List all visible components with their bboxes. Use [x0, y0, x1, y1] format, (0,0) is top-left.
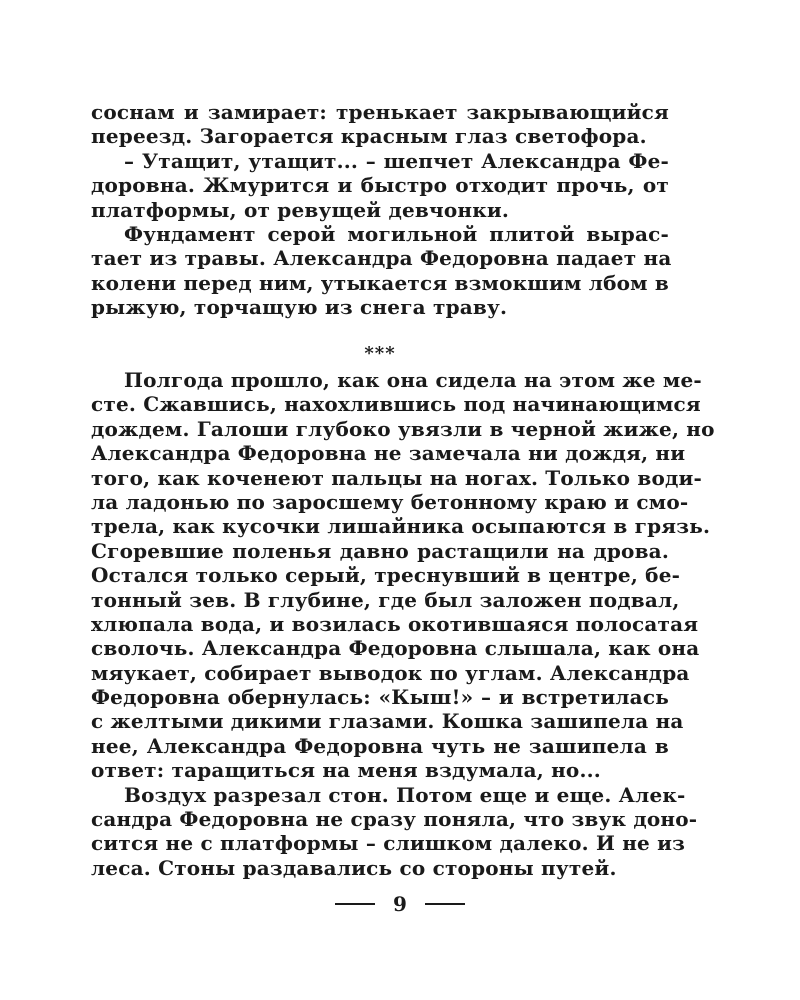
text-line: сандра Федоровна не сразу поняла, что звук доно- — [91, 807, 698, 832]
folio-rule-right — [425, 903, 465, 905]
text-line: тонный зев. В глубине, где был заложен подвал, — [91, 587, 680, 612]
text-line: – Утащит, утащит... – шепчет Александра Фе- — [124, 148, 669, 173]
text-section-1 — [91, 100, 672, 320]
text-section-2 — [91, 368, 715, 880]
text-line: Остался только серый, треснувший в центре, бе- — [91, 563, 681, 588]
text-line: колени перед ним, утыкается взмокшим лбом в — [91, 270, 669, 295]
text-line: платформы, от ревущей девчонки. — [91, 197, 510, 222]
section-separator: *** — [364, 343, 396, 364]
text-line: Фундамент серой могильной плитой вырас- — [124, 221, 669, 246]
text-line: доровна. Жмурится и быстро отходит прочь, от — [91, 173, 669, 198]
folio-rule-left — [335, 903, 375, 905]
text-line: нее, Александра Федоровна чуть не зашипела в — [91, 733, 669, 758]
text-line: ответ: таращиться на меня вздумала, но... — [91, 758, 601, 783]
text-line: мяукает, собирает выводок по углам. Александра — [91, 660, 690, 685]
text-line: сволочь. Александра Федоровна слышала, как она — [91, 636, 700, 661]
text-line: Александра Федоровна не замечала ни дождя, ни — [91, 441, 686, 466]
text-line: рыжую, торчащую из снега траву. — [91, 295, 508, 320]
text-line: того, как коченеют пальцы на ногах. Только води- — [91, 465, 703, 490]
text-line: дождем. Галоши глубоко увязли в черной жиже, но — [91, 416, 715, 441]
page-number: 9 — [392, 892, 408, 916]
text-line: хлюпала вода, и возилась окотившаяся полосатая — [91, 611, 699, 636]
text-line: ла ладонью по заросшему бетонному краю и смо- — [91, 489, 689, 514]
text-line: Полгода прошло, как она сидела на этом же ме- — [124, 368, 702, 392]
text-line: сте. Сжавшись, нахохлившись под начинающимся — [91, 392, 701, 417]
page-footer — [0, 886, 800, 916]
folio — [335, 892, 465, 916]
text-line: Федоровна обернулась: «Кыш!» – и встретилась — [91, 685, 669, 710]
text-line: с желтыми дикими глазами. Кошка зашипела на — [91, 709, 684, 734]
text-line: леса. Стоны раздавались со стороны путей. — [91, 855, 617, 880]
text-line: Воздух разрезал стон. Потом еще и еще. Алек- — [124, 782, 686, 807]
text-line: переезд. Загорается красным глаз светофора. — [91, 124, 647, 149]
text-line: соснам и замирает: тренькает закрывающийся — [91, 100, 669, 124]
text-line: трела, как кусочки лишайника осыпаются в грязь. — [91, 514, 711, 539]
text-line: Сгоревшие поленья давно растащили на дрова. — [91, 538, 669, 563]
text-line: тает из травы. Александра Федоровна падает на — [91, 246, 672, 271]
text-line: сится не с платформы – слишком далеко. И не из — [91, 831, 686, 856]
